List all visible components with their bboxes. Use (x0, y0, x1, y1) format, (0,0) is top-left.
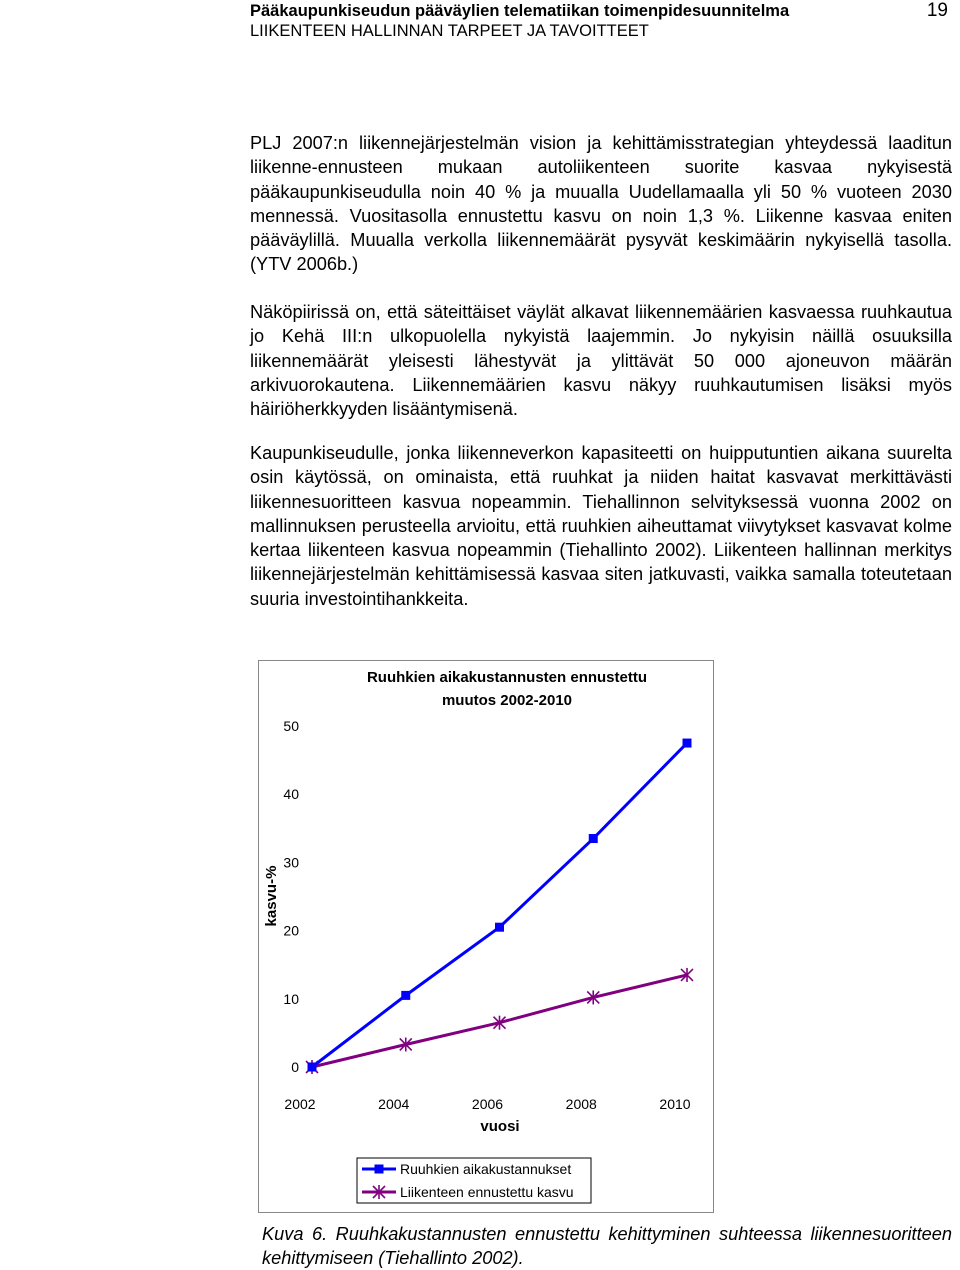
y-tick-label: 20 (283, 922, 299, 939)
data-point-0-3 (589, 834, 598, 843)
x-tick-label: 2008 (565, 1096, 597, 1112)
y-tick-label: 10 (283, 990, 299, 1007)
data-point-0-2 (495, 923, 504, 932)
document-title: Pääkaupunkiseudun pääväylien telematiikan toimenpidesuunnitelma (250, 2, 790, 20)
chart-title-line2: muutos 2002-2010 (441, 692, 573, 709)
figure-caption: Kuva 6. Ruuhkakustannusten ennustettu kehittyminen suhteessa liikennesuoritteen kehittymiseen (Tiehallinto 2002). (262, 1224, 952, 1268)
y-tick-label: 0 (291, 1059, 299, 1075)
paragraph-forecast: PLJ 2007:n liikennejärjestelmän vision ja kehittämisstrategian yhteydessä laaditun liikenne-ennusteen mukaan autoliikenteen suorite kasvaa nykyisestä pääkaupunkiseudulla noin 40 % ja muualla Uudellamaalla yli 50 % vuoteen 2030 mennessä. Vuositasolla ennustettu kasvu on noin 1,3 %. Liikenne kasvaa eniten pääväylillä. Muualla verkolla liikennemäärät pysyvät keskimäärin nykyisellä tasolla. (YTV 2006b.) (250, 133, 952, 275)
data-point-0-4 (683, 739, 692, 748)
y-axis-label: kasvu-% (263, 865, 280, 927)
x-axis-label: vuosi (480, 1118, 520, 1135)
y-tick-label: 40 (283, 786, 299, 803)
legend-label-1: Liikenteen ennustettu kasvu (400, 1184, 574, 1200)
chart-legend (357, 1158, 591, 1203)
x-tick-label: 2010 (659, 1096, 691, 1112)
page-number: 19 (926, 0, 948, 21)
legend-label-0: Ruuhkien aikakustannukset (400, 1161, 572, 1177)
x-tick-label: 2004 (378, 1096, 410, 1112)
data-point-0-0 (308, 1063, 317, 1072)
x-tick-label: 2002 (284, 1096, 316, 1112)
x-tick-label: 2006 (471, 1096, 504, 1112)
paragraph-capacity: Kaupunkiseudulle, jonka liikenneverkon kapasiteetti on huipputuntien aikana suurelta osin käytössä, on ominaista, että ruuhkat ja niiden haitat kasvavat merkittävästi liikennesuoritteen kasvua nopeammin. Tiehallinnon selvityksessä vuonna 2002 on mallinnuksen perusteella arvioitu, että ruuhkien aiheuttamat viivytykset kasvavat kolme kertaa liikenteen kasvua nopeammin (Tiehallinto 2002). Liikenteen hallinnan merkitys liikennejärjestelmän kehittämisessä kasvaa siten jatkuvasti, vaikka samalla toteutetaan suuria investointihankkeita. (250, 443, 952, 609)
chart-title-line1: Ruuhkien aikakustannusten ennustettu (366, 669, 648, 686)
section-title: LIIKENTEEN HALLINNAN TARPEET JA TAVOITTEET (250, 22, 649, 40)
legend-marker-0 (375, 1165, 384, 1174)
data-point-0-1 (401, 991, 410, 1000)
paragraph-congestion: Näköpiirissä on, että säteittäiset väylät alkavat liikennemäärien kasvaessa ruuhkautua jo Kehä III:n ulkopuolella nykyistä laajemmin. Jo nykyisin näillä osuuksilla liikennemäärät yleisesti lähestyvät ja ylittävät 50 000 ajoneuvon määrän arkivuorokautena. Liikennemäärien kasvu näkyy ruuhkautumisen lisäksi myös häiriöherkkyyden lisääntymisenä. (250, 302, 952, 420)
y-tick-label: 30 (283, 854, 299, 871)
y-tick-label: 50 (283, 718, 299, 734)
